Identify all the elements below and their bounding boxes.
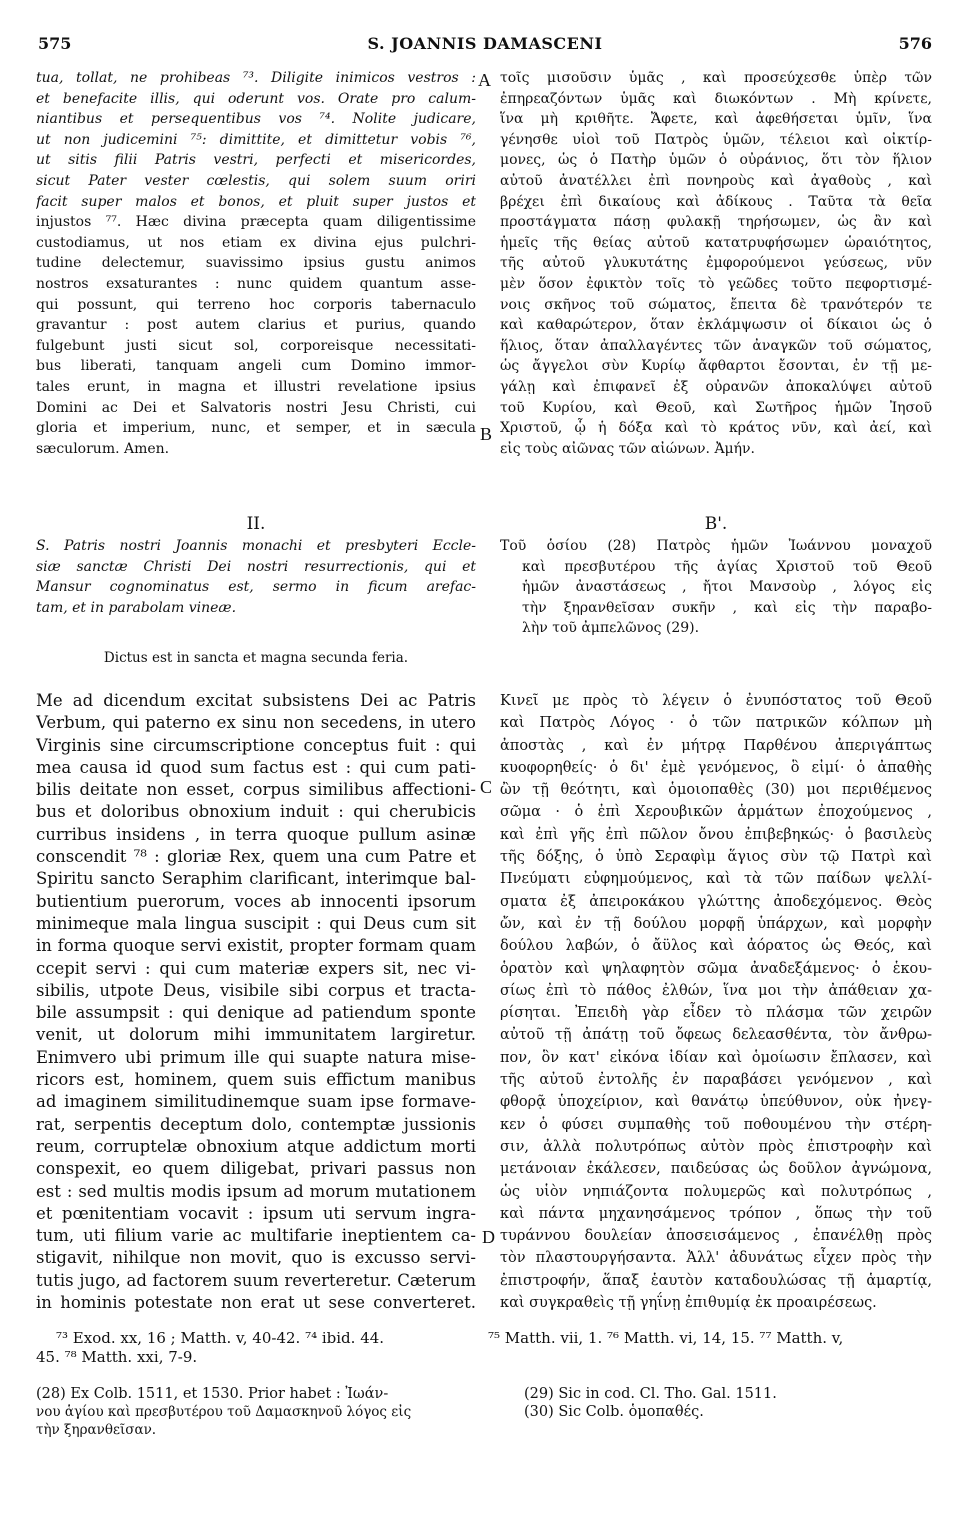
section-numeral: B'.: [704, 514, 728, 534]
text-line: fulgebunt justi sicut sol, corporeisque necessitati-: [36, 337, 476, 354]
text-line: ἐπηρεαζόντων ὑμᾶς καὶ διωκόντων . Μὴ κρίνετε,: [500, 90, 932, 107]
latin-text-body: [36, 690, 476, 1314]
text-line: conscendit ⁷⁸ : gloriæ Rex, quem una cum Patre et: [36, 847, 476, 867]
section-title-line: Mansur cognominatus est, sermo in ficum arefac-: [36, 579, 476, 596]
text-line: custodiamus, ut nos etiam ex divina ejus pulchri-: [36, 234, 476, 251]
section-heading-latin: [36, 512, 476, 618]
text-line: εἰς τοὺς αἰῶνας τῶν αἰώνων. Ἀμήν.: [500, 440, 756, 457]
section-title-line: λὴν τοῦ ἀμπελῶνος (29).: [522, 620, 700, 637]
text-line: τοῖς μισοῦσιν ὑμᾶς , καὶ προσεύχεσθε ὑπὲρ τῶν: [500, 70, 932, 86]
text-line: σῶμα · ὁ ἐπὶ Χερουβικῶν ἁρμάτων ἐποχούμενος ,: [500, 804, 932, 821]
text-line: ad imaginem similitudinemque suam ipse formave-: [36, 1092, 476, 1112]
section-numeral: II.: [246, 514, 266, 534]
scripture-footnote-line: 45. ⁷⁸ Matth. xxi, 7-9.: [36, 1348, 198, 1366]
text-line: tutis jugo, ad factorem suum reverteretur. Cæterum: [36, 1270, 476, 1290]
page-header: [38, 34, 932, 58]
text-line: tudine delectemur, suavissimo ipsius gustu animos: [36, 255, 476, 272]
text-line: butientium puerorum, voces ab innocenti ipsorum: [36, 891, 476, 911]
text-line: sibilis, utpote Deus, visibile sibi corpus et tracta-: [36, 980, 476, 1000]
text-line: δούλου λαβών, ὁ ἄϋλος καὶ ἀόρατος ὡς Θεός, καὶ: [500, 938, 932, 955]
text-line: τυράννου δουλείαν ἀποσεισάμενος , ἐπανέλθῃ πρὸς: [500, 1228, 932, 1245]
text-line: αὐτοῦ ἀνατέλλει ἐπὶ πονηροὺς καὶ ἀγαθοὺς , καὶ: [500, 172, 932, 189]
text-line: αὐτοῦ τῇ ἀπάτῃ τοῦ ὄφεως δελεασθέντα, τὸν ἄνθρω-: [500, 1027, 932, 1044]
text-line: tum, uti filium varie ac multifarie ineptientem ca-: [36, 1226, 476, 1246]
greek-text-top: [500, 68, 932, 459]
text-line: ὤν, καὶ ἐν τῇ δούλου μορφῇ ὑπάρχων, καὶ μορφὴν: [500, 915, 932, 932]
text-line: ὁρατὸν καὶ ψηλαφητὸν σῶμα ἀναδεξάμενος· ὁ ἑκου-: [500, 960, 932, 977]
text-line: Χριστοῦ, ᾧ ἡ δόξα καὶ τὸ κράτος νῦν, καὶ ἀεί, καὶ: [500, 420, 932, 437]
text-line: est : sed multis modis ipsum ad morum mutationem: [36, 1181, 476, 1201]
editor-note-line: (29) Sic in cod. Cl. Tho. Gal. 1511.: [524, 1386, 777, 1402]
text-line: ἡμεῖς τῆς θείας αὐτοῦ κατατρυφήσωμεν ὡραιότητος,: [500, 234, 932, 251]
right-page-number: 576: [898, 34, 932, 53]
text-line: μὲν ὅσον ἐφικτὸν τοῖς τὸ γεῶδες τοῦτο πεφορτισμέ-: [500, 275, 932, 292]
editor-note-line: νου ἁγίου καὶ πρεσβυτέρου τοῦ Δαμασκηνοῦ λόγος εἰς: [36, 1404, 412, 1420]
text-line: νοις σκῆνος τοῦ σώματος, ἔπειτα δὲ τρανότερόν τε: [500, 296, 932, 313]
text-line: ἀποστὰς , καὶ ἐν μήτρᾳ Παρθένου ἀπεριγάπτως: [500, 737, 932, 754]
text-line: μετάνοιαν ἐκάλεσεν, παιδεύσας ὡς δοῦλον ἀγνώμονα,: [500, 1161, 932, 1178]
text-line: καὶ Πατρὸς Λόγος · ὁ τῶν πατρικῶν κόλπων μὴ: [500, 715, 932, 732]
text-line: tales erunt, in magna et illustri revelatione ipsius: [36, 378, 476, 395]
latin-text-top: [36, 68, 476, 459]
text-line: bus et doloribus obnoxium induit : qui cherubicis: [36, 802, 476, 822]
text-line: προστάγματα πάσῃ φυλακῇ τηρήσωμεν, ὡς ἂν καὶ: [500, 214, 932, 231]
text-line: τῆς δόξης, ὁ ὑπὸ Σεραφὶμ ἅγιος σὺν τῷ Πατρὶ καὶ: [500, 849, 932, 866]
section-title-line: τὴν ξηρανθεῖσαν συκῆν , καὶ εἰς τὴν παραβο-: [522, 599, 932, 616]
text-line: ὡς ἄγγελοι σὺν Κυρίῳ ἄφθαρτοι ἔσονται, ἐν τῇ με-: [500, 358, 932, 375]
text-line: τῆς αὐτοῦ γλυκυτάτης ἐμφορούμενοι γεύσεως, νῦν: [500, 255, 932, 272]
margin-marker-d: D: [482, 1227, 495, 1247]
editor-note-line: (28) Ex Colb. 1511, et 1530. Prior habet : Ἰωάν-: [36, 1386, 389, 1402]
text-line: κεν ὁ φύσει συμπαθὴς τοῦ ποθουμένου τὴν στέρη-: [500, 1116, 932, 1133]
text-line: καὶ πάντα μηχανησάμενος τρόπον , ὅπως τὴν τοῦ: [500, 1205, 932, 1222]
text-line: bus liberati, tanquam angeli cum Domino immor-: [36, 358, 476, 375]
text-line: γένησθε υἱοὶ τοῦ Πατρὸς ὑμῶν, τέλειοι καὶ οἰκτίρ-: [500, 131, 932, 148]
text-line: σίως ἐπὶ τὸ πάθος ἐλθών, ἵνα μοι τὴν ἀπάθειαν χα-: [500, 982, 932, 999]
scripture-footnote-line: ⁷⁵ Matth. vii, 1. ⁷⁶ Matth. vi, 14, 15. ⁷⁷ Matth. v,: [488, 1329, 844, 1347]
text-line: nostros exsaturantes : nunc quidem quantum asse-: [36, 275, 476, 292]
text-line: in hominis potestate non erat ut sese converteret.: [36, 1293, 476, 1313]
text-line: Me ad dicendum excitat subsistens Dei ac Patris: [36, 691, 476, 710]
running-title: S. JOANNIS DAMASCENI: [367, 34, 603, 53]
text-line: curribus insidens , in terra quoque pullum asinæ: [36, 824, 476, 844]
text-line: in forma quoque servi existit, propter formam quam: [36, 936, 476, 956]
text-line: ccepit servi : qui cum materiæ expers sit, nec vi-: [36, 958, 476, 978]
greek-text-body: [500, 690, 932, 1314]
section-title-line: siæ sanctæ Christi Dei nostri resurrectionis, qui et: [36, 558, 476, 575]
margin-marker-b: B: [480, 424, 493, 444]
text-line: μονες, ὡς ὁ Πατὴρ ὑμῶν ὁ οὐράνιος, ὅτι τὸν ἥλιον: [500, 152, 932, 169]
text-line: tua, tollat, ne prohibeas ⁷³. Diligite inimicos vestros :: [36, 70, 476, 86]
scripture-footnote-line: ⁷³ Exod. xx, 16 ; Matth. v, 40-42. ⁷⁴ ibid. 44.: [56, 1329, 385, 1347]
text-line: qui possunt, qui terreno hoc corporis tabernaculo: [36, 296, 476, 313]
text-line: φθορᾷ ὑποχείριον, καὶ θανάτῳ ὑπεύθυνον, οὐκ ἠνεγ-: [500, 1094, 932, 1111]
margin-marker-a: A: [478, 70, 491, 90]
delivery-note: Dictus est in sancta et magna secunda feria.: [103, 650, 409, 666]
text-line: σματα ἐξ ἀπειροκάκου γλώττης ἀποδεχόμενος. Θεὸς: [500, 893, 932, 910]
text-line: γάλῃ καὶ ἐπιφανεῖ ἐξ οὐρανῶν ἀποκαλύψει αὐτοῦ: [500, 378, 932, 395]
section-title-line: S. Patris nostri Joannis monachi et presbyteri Eccle-: [36, 538, 476, 554]
text-line: ρίσηται. Ἐπειδὴ γὰρ εἶδεν τὸ πλάσμα τῶν χειρῶν: [500, 1005, 932, 1022]
section-title-line: tam, et in parabolam vineæ.: [36, 599, 237, 616]
text-line: κυοφορηθείς· ὁ δι' ἐμὲ γενόμενος, ὃ εἰμί· ὁ ἀπαθὴς: [500, 759, 932, 776]
text-line: ut sitis filii Patris vestri, perfecti et misericordes,: [36, 152, 476, 169]
text-line: Verbum, qui paterno ex sinu non secedens, in utero: [36, 713, 476, 733]
text-line: καὶ συγκραθεὶς τῇ γηΐνῃ ἐπιθυμίᾳ ἐκ προαιρέσεως.: [500, 1295, 877, 1312]
text-line: injustos ⁷⁷. Hæc divina præcepta quam diligentissime: [36, 214, 476, 231]
text-line: conspexit, eo quem diligebat, privari passus non: [36, 1159, 476, 1179]
text-line: ἥλιος, ὅταν ἀπαλλαγέντες τῶν ἀναγκῶν τοῦ σώματος,: [500, 337, 932, 354]
text-line: Virginis sine circumscriptione conceptus fuit : qui: [36, 735, 476, 755]
text-line: τῆς αὐτοῦ ἐντολῆς ἐν παραβάσει γενόμενον , καὶ: [500, 1072, 932, 1089]
text-line: bilis deitate non esset, corpus similibus affectioni-: [36, 780, 476, 800]
text-line: πον, ὃν κατ' εἰκόνα ἰδίαν καὶ ὁμοίωσιν ἔπλασεν, καὶ: [500, 1049, 932, 1066]
text-line: et pœnitentiam vocavit : ipsum uti servum ingra-: [36, 1203, 476, 1223]
text-line: σιν, ἀλλὰ πολυτρόπως αὐτὸν πρὸς ἐπιστροφὴν καὶ: [500, 1138, 932, 1155]
text-line: καὶ καθαρώτερον, ὅταν ἐκλάμψωσιν οἱ δίκαιοι ὡς ὁ: [500, 317, 932, 334]
text-line: ὢν τῇ θεότητι, καὶ ὁμοιοπαθὲς (30) μοι περιθέμενος: [500, 782, 932, 799]
text-line: καὶ ἐπὶ γῆς ἐπὶ πῶλον ὄνου ἐπιβεβηκώς· ὁ βασιλεὺς: [500, 826, 932, 843]
section-title-line: καὶ πρεσβυτέρου τῆς ἁγίας Χριστοῦ τοῦ Θεοῦ: [522, 558, 932, 575]
text-line: ἐπιστροφήν, ἅπαξ ἑαυτὸν καταδουλώσας τῇ ἁμαρτίᾳ,: [500, 1272, 932, 1289]
section-title-line: ἡμῶν ἀναστάσεως , ἤτοι Μανσοὺρ , λόγος εἰς: [522, 579, 932, 596]
text-line: stigavit, nihilque non movit, quo is excusso servi-: [36, 1248, 476, 1268]
section-subtitle: [36, 648, 476, 668]
text-line: sicut Pater vester cœlestis, qui solem suum oriri: [36, 172, 476, 189]
editor-note-line: τὴν ξηρανθεῖσαν.: [36, 1422, 157, 1438]
text-line: sæculorum. Amen.: [36, 440, 170, 457]
text-line: mea causa id quod sum factus est : qui cum pati-: [36, 757, 476, 777]
text-line: τὸν πλαστουργήσαντα. Ἀλλ' ἀδυνάτως εἶχεν πρὸς τὴν: [500, 1250, 932, 1267]
left-page-number: 575: [38, 34, 72, 53]
text-line: τοῦ Κυρίου, καὶ Θεοῦ, καὶ Σωτῆρος ἡμῶν Ἰησοῦ: [500, 399, 932, 416]
text-line: niantibus et persequentibus vos ⁷⁴. Nolite judicare,: [36, 111, 476, 128]
text-line: Πνεύματι εὐφημούμενος, καὶ τὰ τῶν παίδων ψελλί-: [500, 871, 932, 888]
text-line: ἵνα μὴ κριθῆτε. Ἄφετε, καὶ ἀφεθήσεται ὑμῖν, ἵνα: [500, 111, 932, 128]
text-line: Domini ac Dei et Salvatoris nostri Jesu Christi, cui: [36, 399, 476, 416]
text-line: ricors est, hominem, quem suis effictum manibus: [36, 1070, 476, 1090]
text-line: gravantur : post autem clarius et purius, quando: [36, 317, 476, 334]
text-line: minimeque mala lingua suscipit : qui Deus cum sit: [36, 913, 476, 933]
section-title-line: Τοῦ ὁσίου (28) Πατρὸς ἡμῶν Ἰωάννου μοναχοῦ: [500, 538, 932, 554]
editor-note-line: (30) Sic Colb. ὁμοπαθές.: [524, 1404, 704, 1420]
text-line: rat, serpentis deceptum dolo, contemptæ jussionis: [36, 1114, 476, 1134]
text-line: venit, ut dolorum mihi immunitatem largiretur.: [36, 1025, 476, 1045]
text-line: facit super malos et bonos, et pluit super justos et: [36, 193, 476, 210]
text-line: Spiritu sancto Seraphim clarificant, interimque bal-: [36, 869, 476, 889]
margin-marker-c: C: [480, 777, 493, 797]
text-line: Enimvero ubi primum ille qui suapte natura mise-: [36, 1047, 476, 1067]
text-line: reum, corruptelæ obnoxium atque addictum morti: [36, 1136, 476, 1156]
section-heading-greek: [500, 512, 932, 639]
text-line: Κινεῖ με πρὸς τὸ λέγειν ὁ ἐνυπόστατος τοῦ Θεοῦ: [500, 693, 932, 709]
text-line: ut non judicemini ⁷⁵: dimittite, et dimittetur vobis ⁷⁶,: [36, 131, 476, 148]
text-line: bile assumpsit : qui denique ad patiendum sponte: [36, 1003, 476, 1023]
text-line: ὡς υἱὸν νηπιάζοντα πολυμερῶς καὶ πολυτρόπως ,: [500, 1183, 932, 1200]
text-line: et benefacite illis, qui oderunt vos. Orate pro calum-: [36, 90, 476, 107]
text-line: βρέχει ἐπὶ δικαίους καὶ ἀδίκους . Ταῦτα τὰ θεῖα: [500, 193, 932, 210]
text-line: gloria et imperium, nunc, et semper, et in sæcula: [36, 420, 476, 437]
